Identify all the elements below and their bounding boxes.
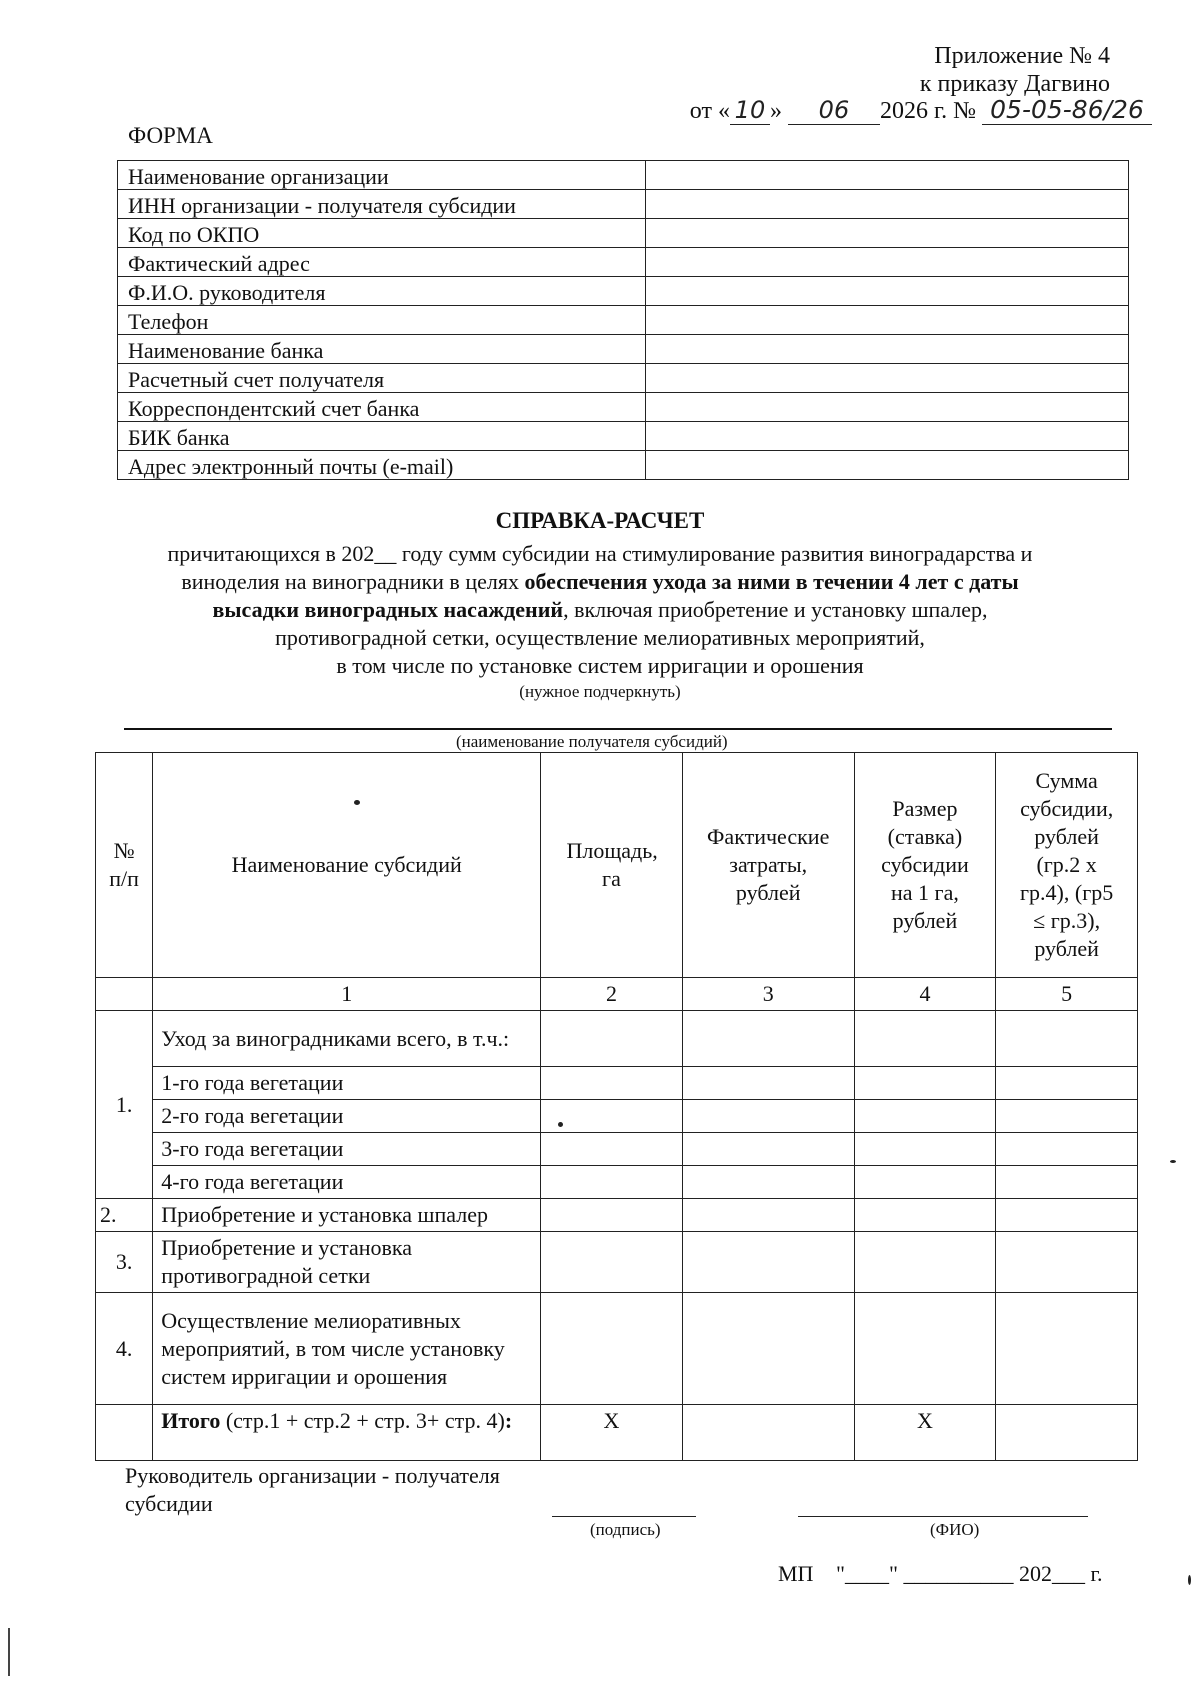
cell-area [541, 1293, 683, 1405]
calc-header-row [96, 753, 1138, 978]
info-row [118, 364, 1129, 393]
cell-rate [854, 1011, 996, 1067]
info-label: Наименование банка [118, 335, 646, 364]
recipient-line [124, 728, 1112, 730]
line3-plain: , включая приобретение и установку шпалер, [563, 597, 988, 622]
line2-bold: обеспечения ухода за ними в течении 4 лет с даты [524, 569, 1019, 594]
row-name: Осуществление мелиоративных мероприятий, в том числе установку систем ирригации и орошения [153, 1293, 541, 1405]
org-info-table [117, 160, 1129, 480]
fio-field-line [798, 1516, 1088, 1517]
cell-sum [996, 1232, 1138, 1293]
cell-sum [996, 1011, 1138, 1067]
cell-costs [682, 1166, 854, 1199]
cell-rate [854, 1067, 996, 1100]
cell-sum [996, 1293, 1138, 1405]
info-label: Телефон [118, 306, 646, 335]
total-bold: Итого [161, 1408, 221, 1433]
colnum-3: 3 [682, 978, 854, 1011]
fio-caption: (ФИО) [930, 1520, 980, 1539]
info-label: БИК банка [118, 422, 646, 451]
total-rate: X [854, 1405, 996, 1461]
row-name: Уход за виноградниками всего, в т.ч.: [153, 1011, 541, 1067]
row-name: 1-го года вегетации [153, 1067, 541, 1100]
row-name: 4-го года вегетации [153, 1166, 541, 1199]
row-name: Приобретение и установка противоградной сетки [153, 1232, 541, 1293]
table-row [96, 1293, 1138, 1405]
info-value [646, 422, 1129, 451]
info-row [118, 277, 1129, 306]
appendix-line-2: к приказу Дагвино [919, 71, 1110, 97]
table-row [96, 1100, 1138, 1133]
cell-sum [996, 1100, 1138, 1133]
info-value [646, 364, 1129, 393]
signature-line-1: Руководитель организации - получателя [125, 1463, 500, 1488]
table-row [96, 1232, 1138, 1293]
header-rate: Размер (ставка) субсидии на 1 га, рублей [854, 753, 996, 978]
info-value [646, 306, 1129, 335]
cell-sum [996, 1133, 1138, 1166]
info-value [646, 451, 1129, 480]
scan-speck [354, 800, 360, 805]
row-name: 3-го года вегетации [153, 1133, 541, 1166]
cell-area [541, 1067, 683, 1100]
cell-area [541, 1011, 683, 1067]
cell-rate [854, 1166, 996, 1199]
cell-sum [996, 1199, 1138, 1232]
total-sum [996, 1405, 1138, 1461]
cell-area [541, 1100, 683, 1133]
cell-rate [854, 1199, 996, 1232]
scan-speck [1188, 1575, 1191, 1585]
cell-costs [682, 1199, 854, 1232]
table-row [96, 1133, 1138, 1166]
certificate-line-4: противоградной сетки, осуществление мелиоративных мероприятий, [275, 625, 925, 650]
signature-field-line [552, 1516, 696, 1517]
total-row [96, 1405, 1138, 1461]
colnum-5: 5 [996, 978, 1138, 1011]
form-label: ФОРМА [128, 123, 213, 148]
info-label: Код по ОКПО [118, 219, 646, 248]
info-label: Наименование организации [118, 161, 646, 190]
cell-sum [996, 1067, 1138, 1100]
cell-costs [682, 1293, 854, 1405]
info-label: ИНН организации - получателя субсидии [118, 190, 646, 219]
cell-costs [682, 1100, 854, 1133]
appendix-line-1: Приложение № 4 [934, 43, 1110, 69]
certificate-title: СПРАВКА-РАСЧЕТ [495, 508, 705, 533]
colnum-empty [96, 978, 153, 1011]
info-value [646, 190, 1129, 219]
header-area: Площадь, га [541, 753, 683, 978]
row-num-2: 2. [96, 1199, 153, 1232]
info-value [646, 219, 1129, 248]
info-row [118, 161, 1129, 190]
info-row [118, 219, 1129, 248]
info-value [646, 277, 1129, 306]
cell-costs [682, 1232, 854, 1293]
info-value [646, 335, 1129, 364]
row-name: Приобретение и установка шпалер [153, 1199, 541, 1232]
date-prefix: от « [689, 98, 730, 124]
row-num-4: 4. [96, 1293, 153, 1405]
cell-costs [682, 1133, 854, 1166]
order-number: 05-05-86/26 [982, 96, 1152, 125]
row-name: 2-го года вегетации [153, 1100, 541, 1133]
table-row [96, 1011, 1138, 1067]
table-row [96, 1067, 1138, 1100]
info-label: Расчетный счет получателя [118, 364, 646, 393]
info-row [118, 451, 1129, 480]
total-rest: (стр.1 + стр.2 + стр. 3+ стр. 4) [220, 1408, 505, 1433]
cell-costs [682, 1067, 854, 1100]
total-label [153, 1405, 541, 1461]
recipient-caption: (наименование получателя субсидий) [456, 732, 728, 751]
column-numbers-row [96, 978, 1138, 1011]
calc-table [95, 752, 1138, 1461]
info-value [646, 248, 1129, 277]
date-year: 2026 г. № [879, 98, 976, 124]
cell-rate [854, 1293, 996, 1405]
certificate-line-2 [0, 568, 1200, 596]
colnum-1: 1 [153, 978, 541, 1011]
info-row [118, 190, 1129, 219]
info-row [118, 335, 1129, 364]
header-sum: Сумма субсидии, рублей (гр.2 х гр.4), (гр5 ≤ гр.3), рублей [996, 753, 1138, 978]
colnum-2: 2 [541, 978, 683, 1011]
header-name: Наименование субсидий [153, 753, 541, 978]
date-day: 10 [730, 96, 770, 125]
info-row [118, 393, 1129, 422]
stamp-place: МП [778, 1561, 814, 1586]
total-colon: : [504, 1408, 513, 1433]
info-row [118, 248, 1129, 277]
signature-line-2: субсидии [125, 1491, 213, 1516]
cell-rate [854, 1232, 996, 1293]
scan-edge [8, 1628, 10, 1676]
certificate-line-3 [0, 596, 1200, 624]
scan-speck [558, 1122, 563, 1127]
row-num-1: 1. [96, 1011, 153, 1199]
info-row [118, 306, 1129, 335]
certificate-line-1: причитающихся в 202__ году сумм субсидии на стимулирование развития виноградарства и [167, 541, 1033, 566]
table-row [96, 1166, 1138, 1199]
row-num-3: 3. [96, 1232, 153, 1293]
signature-caption: (подпись) [590, 1520, 661, 1539]
cell-area [541, 1133, 683, 1166]
info-label: Фактический адрес [118, 248, 646, 277]
total-num [96, 1405, 153, 1461]
cell-costs [682, 1011, 854, 1067]
total-area: X [541, 1405, 683, 1461]
line3-bold: высадки виноградных насаждений [212, 597, 564, 622]
info-row [118, 422, 1129, 451]
date-mid: » [769, 98, 782, 124]
signature-date: "____" __________ 202___ г. [836, 1561, 1103, 1586]
cell-area [541, 1232, 683, 1293]
header-num: № п/п [96, 753, 153, 978]
info-value [646, 393, 1129, 422]
info-label: Корреспондентский счет банка [118, 393, 646, 422]
line2-plain: виноделия на виноградники в целях [181, 569, 525, 594]
cell-rate [854, 1133, 996, 1166]
scan-speck [1170, 1160, 1176, 1163]
info-value [646, 161, 1129, 190]
info-label: Адрес электронный почты (e-mail) [118, 451, 646, 480]
cell-sum [996, 1166, 1138, 1199]
date-month: 06 [788, 96, 880, 125]
total-costs [682, 1405, 854, 1461]
header-costs: Фактические затраты, рублей [682, 753, 854, 978]
underline-note: (нужное подчеркнуть) [519, 682, 681, 701]
cell-area [541, 1199, 683, 1232]
table-row [96, 1199, 1138, 1232]
info-label: Ф.И.О. руководителя [118, 277, 646, 306]
cell-rate [854, 1100, 996, 1133]
cell-area [541, 1166, 683, 1199]
certificate-line-5: в том числе по установке систем ирригации и орошения [336, 653, 864, 678]
colnum-4: 4 [854, 978, 996, 1011]
appendix-date-line [690, 96, 1152, 125]
